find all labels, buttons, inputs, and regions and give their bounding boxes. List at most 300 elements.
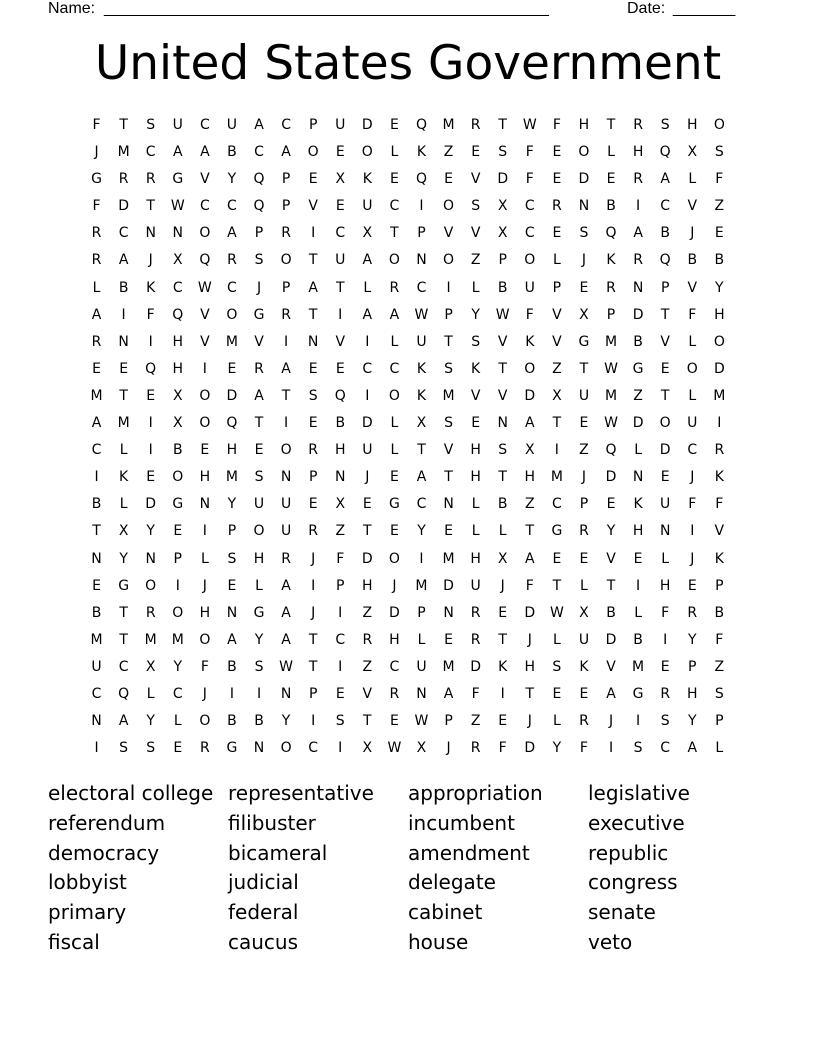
grid-letter[interactable]: O [280,740,292,757]
grid-letter[interactable]: H [389,631,400,648]
grid-letter[interactable]: L [146,685,155,702]
grid-letter[interactable]: A [525,415,535,432]
grid-letter[interactable]: J [581,469,587,486]
grid-letter[interactable]: G [632,360,644,377]
grid-letter[interactable]: D [578,171,590,188]
grid-letter[interactable]: I [365,387,370,404]
grid-letter[interactable]: W [279,658,293,675]
grid-letter[interactable]: U [470,577,481,594]
grid-letter[interactable]: V [470,225,481,242]
grid-letter[interactable]: V [335,333,346,350]
grid-letter[interactable]: V [687,279,698,296]
grid-letter[interactable]: C [335,225,346,242]
grid-letter[interactable]: R [227,252,237,269]
grid-letter[interactable]: X [172,387,183,404]
grid-letter[interactable]: N [659,523,671,540]
grid-letter[interactable]: W [604,415,618,432]
grid-letter[interactable]: I [311,713,316,730]
grid-letter[interactable]: O [713,117,725,133]
grid-letter[interactable]: S [146,117,156,133]
grid-letter[interactable]: A [281,604,291,621]
grid-letter[interactable]: P [417,604,426,621]
grid-letter[interactable]: O [280,252,292,269]
grid-letter[interactable]: Y [173,658,183,675]
grid-letter[interactable]: F [579,740,588,757]
grid-letter[interactable]: S [254,252,264,269]
grid-letter[interactable]: C [281,117,291,133]
grid-letter[interactable]: E [362,496,372,513]
grid-letter[interactable]: M [90,387,103,404]
grid-letter[interactable]: K [633,496,643,513]
grid-letter[interactable]: R [470,631,481,648]
grid-letter[interactable]: T [579,360,589,377]
grid-letter[interactable]: M [225,469,238,486]
grid-letter[interactable]: F [525,144,534,161]
grid-letter[interactable]: J [690,550,695,567]
grid-letter[interactable]: T [390,225,399,242]
grid-letter[interactable]: T [254,415,264,432]
grid-letter[interactable]: Y [552,740,562,757]
grid-letter[interactable]: E [227,360,237,377]
grid-letter[interactable]: H [686,117,698,133]
grid-letter[interactable]: N [226,604,238,621]
grid-letter[interactable]: L [552,713,561,730]
grid-letter[interactable]: H [524,469,536,486]
grid-letter[interactable]: R [362,631,373,648]
grid-letter[interactable]: L [119,496,128,513]
grid-letter[interactable]: T [525,685,535,702]
grid-letter[interactable]: P [579,496,589,513]
grid-letter[interactable]: E [552,685,562,702]
grid-letter[interactable]: V [308,198,318,215]
grid-letter[interactable]: I [202,523,207,540]
grid-letter[interactable]: K [119,469,129,486]
grid-letter[interactable]: I [338,740,343,757]
grid-letter[interactable]: V [200,333,210,350]
grid-letter[interactable]: R [91,225,102,242]
grid-letter[interactable]: I [284,415,289,432]
grid-letter[interactable]: W [197,279,212,296]
grid-letter[interactable]: N [497,415,508,432]
grid-letter[interactable]: R [118,171,129,188]
grid-letter[interactable]: H [334,442,346,459]
grid-letter[interactable]: Q [145,360,157,377]
grid-letter[interactable]: V [200,306,210,323]
grid-letter[interactable]: D [470,658,482,675]
grid-letter[interactable]: M [117,415,130,432]
grid-letter[interactable]: C [91,442,102,459]
grid-letter[interactable]: H [632,144,644,161]
grid-letter[interactable]: I [121,306,126,323]
grid-letter[interactable]: H [714,306,725,323]
grid-letter[interactable]: I [690,523,695,540]
grid-letter[interactable]: C [172,279,183,296]
grid-letter[interactable]: T [660,306,670,323]
grid-letter[interactable]: E [687,577,697,594]
grid-letter[interactable]: Y [227,171,237,188]
grid-letter[interactable]: X [145,658,156,675]
grid-letter[interactable]: R [389,685,400,702]
grid-letter[interactable]: B [497,496,508,513]
grid-letter[interactable]: D [361,415,373,432]
grid-letter[interactable]: E [335,198,345,215]
grid-letter[interactable]: F [200,658,209,675]
grid-letter[interactable]: A [687,740,698,757]
grid-letter[interactable]: I [148,415,153,432]
grid-letter[interactable]: E [119,360,129,377]
grid-letter[interactable]: U [253,496,265,513]
grid-letter[interactable]: Q [605,442,617,459]
grid-letter[interactable]: P [444,306,453,323]
grid-letter[interactable]: P [606,306,616,323]
grid-letter[interactable]: T [92,523,101,540]
grid-letter[interactable]: N [578,198,590,215]
grid-letter[interactable]: R [281,225,291,242]
grid-letter[interactable]: U [687,415,698,432]
grid-letter[interactable]: O [686,360,698,377]
grid-letter[interactable]: V [470,171,481,188]
grid-letter[interactable]: L [688,333,697,350]
grid-letter[interactable]: E [146,469,156,486]
grid-letter[interactable]: B [227,144,237,161]
grid-letter[interactable]: O [524,252,536,269]
grid-letter[interactable]: I [148,333,153,350]
grid-letter[interactable]: G [172,171,184,188]
grid-letter[interactable]: E [471,144,481,161]
grid-letter[interactable]: F [146,306,155,323]
grid-letter[interactable]: E [200,442,210,459]
grid-letter[interactable]: I [338,604,343,621]
grid-letter[interactable]: E [389,171,399,188]
grid-letter[interactable]: D [524,387,536,404]
grid-letter[interactable]: T [335,279,345,296]
grid-letter[interactable]: O [578,144,590,161]
grid-letter[interactable]: S [254,658,264,675]
grid-letter[interactable]: E [227,577,237,594]
grid-letter[interactable]: C [199,198,210,215]
grid-letter[interactable]: H [470,469,481,486]
grid-letter[interactable]: E [308,496,318,513]
grid-letter[interactable]: T [119,387,128,404]
grid-letter[interactable]: T [498,469,507,486]
grid-letter[interactable]: M [442,658,455,675]
grid-letter[interactable]: S [471,198,481,215]
grid-letter[interactable]: D [659,442,671,459]
grid-letter[interactable]: E [498,713,508,730]
grid-letter[interactable]: Q [605,225,617,242]
grid-letter[interactable]: C [172,685,183,702]
grid-letter[interactable]: D [524,604,536,621]
grid-letter[interactable]: O [307,144,319,161]
grid-letter[interactable]: B [91,604,102,621]
grid-letter[interactable]: F [661,604,670,621]
grid-letter[interactable]: A [281,144,291,161]
grid-letter[interactable]: B [227,658,237,675]
grid-letter[interactable]: F [525,306,534,323]
grid-letter[interactable]: X [362,740,373,757]
grid-letter[interactable]: X [335,171,346,188]
grid-letter[interactable]: W [549,604,564,621]
grid-letter[interactable]: U [226,117,238,133]
grid-letter[interactable]: I [636,713,641,730]
grid-letter[interactable]: U [335,117,346,133]
grid-letter[interactable]: N [632,279,644,296]
grid-letter[interactable]: A [91,306,102,323]
grid-letter[interactable]: I [717,415,722,432]
grid-letter[interactable]: X [118,523,129,540]
grid-letter[interactable]: N [443,604,454,621]
grid-letter[interactable]: S [471,333,481,350]
grid-letter[interactable]: N [199,496,211,513]
grid-letter[interactable]: I [365,333,370,350]
grid-letter[interactable]: R [606,279,616,296]
grid-letter[interactable]: V [443,442,454,459]
grid-letter[interactable]: E [173,740,183,757]
grid-letter[interactable]: V [660,333,670,350]
grid-letter[interactable]: X [335,496,346,513]
grid-letter[interactable]: E [444,171,453,188]
grid-letter[interactable]: T [498,631,507,648]
grid-letter[interactable]: C [524,198,535,215]
grid-letter[interactable]: V [470,387,481,404]
grid-letter[interactable]: S [227,550,237,567]
grid-letter[interactable]: E [552,225,562,242]
grid-letter[interactable]: X [172,415,183,432]
grid-letter[interactable]: O [443,252,455,269]
grid-letter[interactable]: H [253,550,265,567]
grid-letter[interactable]: N [335,469,346,486]
grid-letter[interactable]: A [606,685,616,702]
grid-letter[interactable]: S [579,225,589,242]
grid-letter[interactable]: S [660,713,670,730]
name-blank-line[interactable]: __________________________________________________ [104,0,549,17]
grid-letter[interactable]: J [581,252,587,269]
grid-letter[interactable]: R [633,171,643,188]
grid-letter[interactable]: T [308,658,318,675]
grid-letter[interactable]: N [280,469,292,486]
grid-letter[interactable]: M [117,144,130,161]
grid-letter[interactable]: H [470,550,481,567]
grid-letter[interactable]: K [714,550,724,567]
grid-letter[interactable]: B [172,442,183,459]
grid-letter[interactable]: I [256,685,262,702]
grid-letter[interactable]: Q [118,685,130,702]
grid-letter[interactable]: Y [227,496,237,513]
grid-letter[interactable]: Z [470,252,481,269]
grid-letter[interactable]: F [471,685,480,702]
grid-letter[interactable]: R [470,604,481,621]
grid-letter[interactable]: B [254,713,264,730]
grid-letter[interactable]: V [497,333,508,350]
grid-letter[interactable]: E [444,631,453,648]
grid-letter[interactable]: E [308,360,318,377]
grid-letter[interactable]: E [335,685,345,702]
grid-letter[interactable]: R [145,171,156,188]
grid-letter[interactable]: E [173,523,183,540]
grid-letter[interactable]: I [94,469,99,486]
grid-letter[interactable]: B [633,631,643,648]
grid-letter[interactable]: X [552,387,562,404]
grid-letter[interactable]: T [552,415,562,432]
grid-letter[interactable]: O [524,360,536,377]
grid-letter[interactable]: I [202,360,207,377]
grid-letter[interactable]: I [284,333,289,350]
grid-letter[interactable]: S [335,713,345,730]
grid-letter[interactable]: T [606,117,616,133]
grid-letter[interactable]: Y [471,306,480,323]
grid-letter[interactable]: T [660,387,670,404]
grid-letter[interactable]: S [714,144,724,161]
grid-letter[interactable]: Z [362,604,373,621]
grid-letter[interactable]: U [660,496,671,513]
grid-letter[interactable]: H [362,577,373,594]
grid-letter[interactable]: I [338,658,343,675]
grid-letter[interactable]: E [389,117,399,133]
grid-letter[interactable]: V [714,523,725,540]
grid-letter[interactable]: P [417,225,426,242]
grid-letter[interactable]: R [687,604,698,621]
grid-letter[interactable]: P [308,685,318,702]
grid-letter[interactable]: F [552,117,561,133]
grid-letter[interactable]: I [419,550,424,567]
grid-letter[interactable]: V [687,198,698,215]
grid-letter[interactable]: J [446,740,451,757]
grid-letter[interactable]: O [199,225,211,242]
grid-letter[interactable]: Z [579,442,589,459]
grid-letter[interactable]: A [281,360,291,377]
grid-letter[interactable]: P [715,713,724,730]
grid-letter[interactable]: R [552,198,562,215]
grid-letter[interactable]: A [281,631,291,648]
grid-letter[interactable]: T [417,442,426,459]
grid-letter[interactable]: M [171,631,184,648]
grid-letter[interactable]: P [254,225,264,242]
grid-letter[interactable]: E [660,469,670,486]
grid-letter[interactable]: R [660,685,671,702]
grid-letter[interactable]: T [308,631,318,648]
grid-letter[interactable]: O [199,387,211,404]
grid-letter[interactable]: F [92,198,101,215]
grid-letter[interactable]: V [606,550,616,567]
grid-letter[interactable]: N [253,740,265,757]
grid-letter[interactable]: S [633,740,643,757]
grid-letter[interactable]: F [715,496,724,513]
grid-letter[interactable]: D [713,360,725,377]
grid-letter[interactable]: A [389,306,400,323]
grid-letter[interactable]: K [416,360,427,377]
grid-letter[interactable]: E [660,658,670,675]
grid-letter[interactable]: O [388,252,400,269]
grid-letter[interactable]: N [91,550,102,567]
grid-letter[interactable]: Z [335,523,346,540]
grid-letter[interactable]: D [605,631,617,648]
grid-letter[interactable]: N [416,685,427,702]
grid-letter[interactable]: Y [146,713,155,730]
grid-letter[interactable]: H [524,658,536,675]
grid-letter[interactable]: J [690,225,695,242]
grid-letter[interactable]: I [446,279,451,296]
grid-letter[interactable]: S [552,658,562,675]
grid-letter[interactable]: W [414,306,429,323]
grid-letter[interactable]: J [527,713,532,730]
grid-letter[interactable]: T [498,360,507,377]
grid-letter[interactable]: X [579,306,589,323]
grid-letter[interactable]: B [335,415,346,432]
grid-letter[interactable]: E [389,469,399,486]
grid-letter[interactable]: E [552,550,562,567]
grid-letter[interactable]: E [92,577,101,594]
grid-letter[interactable]: L [498,523,507,540]
grid-letter[interactable]: W [414,713,429,730]
grid-letter[interactable]: R [281,550,291,567]
grid-letter[interactable]: D [145,496,157,513]
grid-letter[interactable]: E [552,171,562,188]
grid-letter[interactable]: K [714,469,724,486]
grid-letter[interactable]: U [578,387,590,404]
grid-letter[interactable]: I [148,442,153,459]
grid-letter[interactable]: V [552,333,562,350]
grid-letter[interactable]: O [443,198,455,215]
grid-letter[interactable]: C [660,198,671,215]
grid-letter[interactable]: L [92,279,101,296]
grid-letter[interactable]: Q [415,117,427,133]
grid-letter[interactable]: N [280,685,292,702]
grid-letter[interactable]: B [497,279,508,296]
grid-letter[interactable]: F [715,171,724,188]
grid-letter[interactable]: H [199,604,211,621]
grid-letter[interactable]: L [715,740,724,757]
grid-letter[interactable]: T [606,577,616,594]
grid-letter[interactable]: C [389,360,400,377]
grid-letter[interactable]: D [361,550,373,567]
grid-letter[interactable]: Z [362,658,373,675]
grid-letter[interactable]: E [660,360,670,377]
grid-letter[interactable]: Q [659,252,671,269]
grid-letter[interactable]: A [254,387,264,404]
grid-letter[interactable]: U [335,252,346,269]
grid-letter[interactable]: T [552,577,562,594]
grid-letter[interactable]: U [524,279,535,296]
grid-letter[interactable]: D [524,740,536,757]
grid-letter[interactable]: J [94,144,99,161]
grid-letter[interactable]: R [145,604,156,621]
grid-letter[interactable]: R [199,740,210,757]
grid-letter[interactable]: Z [552,360,562,377]
grid-letter[interactable]: Q [334,387,346,404]
grid-letter[interactable]: Y [254,631,264,648]
grid-letter[interactable]: S [444,360,453,377]
grid-letter[interactable]: L [688,387,697,404]
grid-letter[interactable]: V [606,658,616,675]
grid-letter[interactable]: L [552,252,561,269]
grid-letter[interactable]: R [389,279,400,296]
grid-letter[interactable]: P [281,171,291,188]
grid-letter[interactable]: Y [687,631,697,648]
grid-letter[interactable]: O [713,333,725,350]
grid-letter[interactable]: G [253,604,265,621]
grid-letter[interactable]: Y [606,523,616,540]
grid-letter[interactable]: A [118,713,129,730]
grid-letter[interactable]: R [470,117,481,133]
grid-letter[interactable]: L [634,442,642,459]
grid-letter[interactable]: E [335,144,345,161]
grid-letter[interactable]: O [361,144,373,161]
grid-letter[interactable]: L [255,577,263,594]
grid-letter[interactable]: O [226,306,238,323]
grid-letter[interactable]: A [281,577,291,594]
grid-letter[interactable]: G [578,333,590,350]
grid-letter[interactable]: P [715,577,724,594]
